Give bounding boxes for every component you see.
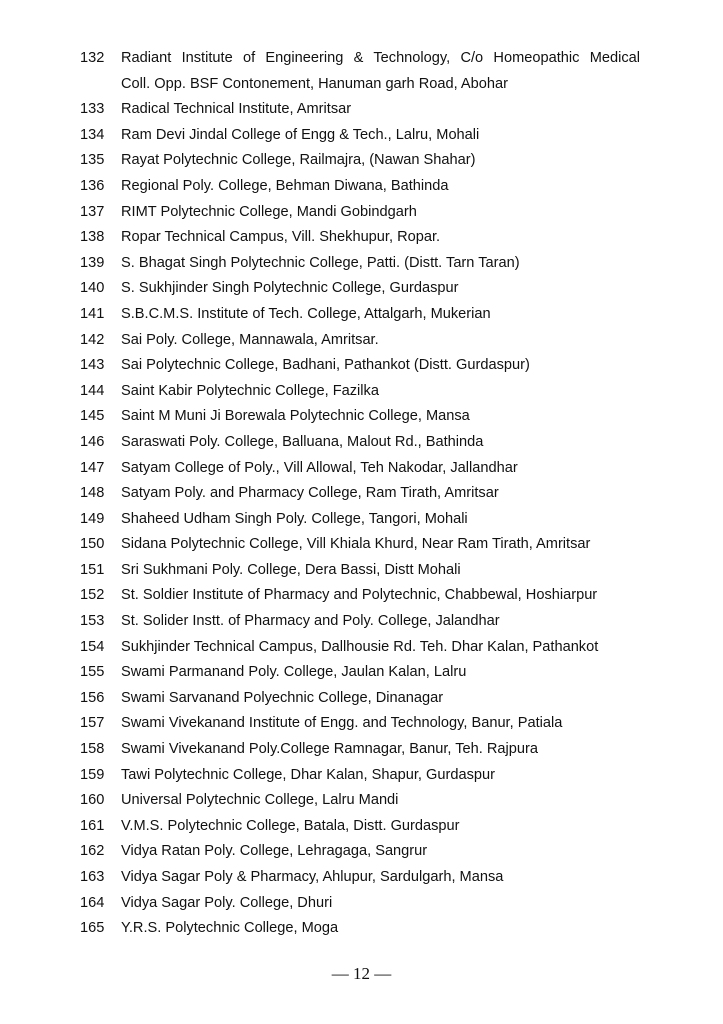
entry-text-line: S. Sukhjinder Singh Polytechnic College, Gurdaspur	[121, 280, 459, 297]
entry-text	[121, 456, 640, 482]
list-item	[80, 609, 640, 635]
entry-text	[121, 711, 640, 737]
entry-text-line: S.B.C.M.S. Institute of Tech. College, Attalgarh, Mukerian	[121, 305, 491, 322]
entry-number: 152	[80, 587, 105, 604]
entry-number: 140	[80, 280, 105, 297]
entry-text-line: Sai Poly. College, Mannawala, Amritsar.	[121, 331, 379, 348]
entry-text	[121, 379, 640, 405]
list-item	[80, 763, 640, 789]
entry-number: 133	[80, 101, 105, 118]
entry-text	[121, 558, 640, 584]
list-item	[80, 916, 640, 942]
entry-text-line: Swami Vivekanand Institute of Engg. and Technology, Banur, Patiala	[121, 715, 563, 732]
entry-text	[121, 328, 640, 354]
entry-text	[121, 404, 640, 430]
list-item	[80, 174, 640, 200]
entry-text	[121, 609, 640, 635]
entry-text	[121, 660, 640, 686]
entry-number: 165	[80, 920, 105, 937]
entry-text	[121, 225, 640, 251]
entry-text-line: Tawi Polytechnic College, Dhar Kalan, Shapur, Gurdaspur	[121, 766, 495, 783]
entry-text-line: Swami Sarvanand Polyechnic College, Dinanagar	[121, 689, 444, 706]
entry-text-line: Sai Polytechnic College, Badhani, Pathankot (Distt. Gurdaspur)	[121, 357, 530, 374]
entry-number: 137	[80, 203, 105, 220]
entry-text-line: Sukhjinder Technical Campus, Dallhousie Rd. Teh. Dhar Kalan, Pathankot	[121, 638, 599, 655]
list-item	[80, 379, 640, 405]
entry-text	[121, 481, 640, 507]
list-item	[80, 558, 640, 584]
list-item	[80, 660, 640, 686]
entry-number: 163	[80, 869, 105, 885]
list-item	[80, 328, 640, 354]
entry-text-line: Vidya Ratan Poly. College, Lehragaga, Sangrur	[121, 843, 428, 860]
list-item	[80, 430, 640, 456]
entry-text-line: Shaheed Udham Singh Poly. College, Tangori, Mohali	[121, 510, 468, 527]
entry-text	[121, 635, 640, 661]
entry-number: 136	[80, 177, 105, 194]
entry-text-line: Sidana Polytechnic College, Vill Khiala Khurd, Near Ram Tirath, Amritsar	[121, 536, 591, 553]
entry-number: 162	[80, 843, 105, 860]
list-item	[80, 97, 640, 123]
entry-text-line: Satyam College of Poly., Vill Allowal, Teh Nakodar, Jallandhar	[121, 459, 518, 476]
entry-text-line: St. Soldier Institute of Pharmacy and Polytechnic, Chabbewal, Hoshiarpur	[121, 587, 598, 604]
entry-text	[121, 686, 640, 712]
list-item	[80, 507, 640, 533]
entry-text	[121, 302, 640, 328]
entry-text-line: Ropar Technical Campus, Vill. Shekhupur, Ropar.	[121, 229, 441, 246]
entry-text	[121, 148, 640, 174]
entry-text	[121, 251, 640, 277]
entry-text	[121, 788, 640, 814]
entry-number: 147	[80, 459, 105, 476]
entry-number: 164	[80, 894, 105, 911]
entry-text-line: Saraswati Poly. College, Balluana, Malout Rd., Bathinda	[121, 433, 484, 450]
list-item	[80, 737, 640, 763]
entry-text	[121, 200, 640, 226]
page-number: — 12 —	[331, 964, 392, 983]
list-item	[80, 891, 640, 917]
entry-text	[121, 46, 640, 97]
list-item	[80, 583, 640, 609]
entry-number: 151	[80, 561, 105, 578]
entry-number: 157	[80, 715, 105, 732]
list-item	[80, 456, 640, 482]
list-item	[80, 532, 640, 558]
entry-text	[121, 353, 640, 379]
list-item	[80, 251, 640, 277]
entry-text	[121, 891, 640, 917]
entry-number: 145	[80, 408, 105, 425]
entry-text-line: Swami Parmanand Poly. College, Jaulan Kalan, Lalru	[121, 664, 467, 681]
entry-text-line: Swami Vivekanand Poly.College Ramnagar, Banur, Teh. Rajpura	[121, 741, 538, 758]
list-item	[80, 225, 640, 251]
entry-text	[121, 123, 640, 149]
entry-text	[121, 763, 640, 789]
entry-number: 135	[80, 152, 105, 169]
entry-text	[121, 507, 640, 533]
list-item	[80, 46, 640, 97]
entry-number: 154	[80, 638, 105, 655]
entry-text-line: Coll. Opp. BSF Contonement, Hanuman garh Road, Abohar	[121, 75, 508, 92]
entry-number: 144	[80, 382, 105, 399]
entry-text-line: Vidya Sagar Poly. College, Dhuri	[121, 894, 333, 911]
list-item	[80, 302, 640, 328]
list-item	[80, 814, 640, 840]
entry-number: 138	[80, 229, 105, 246]
list-item	[80, 635, 640, 661]
college-list	[80, 46, 640, 942]
entry-text-line: Regional Poly. College, Behman Diwana, Bathinda	[121, 177, 449, 194]
list-item	[80, 200, 640, 226]
list-item	[80, 148, 640, 174]
entry-text	[121, 532, 640, 558]
list-item	[80, 788, 640, 814]
entry-text-line: V.M.S. Polytechnic College, Batala, Distt. Gurdaspur	[121, 817, 460, 834]
list-item	[80, 404, 640, 430]
entry-number: 155	[80, 664, 105, 681]
entry-text	[121, 97, 640, 123]
list-item	[80, 123, 640, 149]
entry-text	[121, 839, 640, 865]
entry-text	[121, 737, 640, 763]
entry-text	[121, 583, 640, 609]
list-item	[80, 839, 640, 865]
entry-text	[121, 276, 640, 302]
entry-number: 141	[80, 305, 105, 322]
list-item	[80, 865, 640, 891]
entry-text-line: Rayat Polytechnic College, Railmajra, (Nawan Shahar)	[121, 152, 476, 169]
entry-text-line: Radical Technical Institute, Amritsar	[121, 101, 352, 118]
entry-number: 150	[80, 536, 105, 553]
entry-text-line: Sri Sukhmani Poly. College, Dera Bassi, Distt Mohali	[121, 561, 461, 578]
entry-text	[121, 814, 640, 840]
entry-text-line: St. Solider Instt. of Pharmacy and Poly. College, Jalandhar	[121, 613, 500, 630]
list-item	[80, 686, 640, 712]
entry-text	[121, 865, 640, 891]
entry-text-line: Radiant Institute of Engineering & Technology, C/o Homeopathic Medical	[121, 50, 640, 66]
list-item	[80, 711, 640, 737]
entry-text-line: S. Bhagat Singh Polytechnic College, Patti. (Distt. Tarn Taran)	[121, 254, 520, 271]
entry-number: 159	[80, 766, 105, 783]
entry-number: 153	[80, 613, 105, 630]
entry-number: 139	[80, 254, 105, 271]
entry-text-line: Ram Devi Jindal College of Engg & Tech., Lalru, Mohali	[121, 126, 480, 143]
entry-text-line: RIMT Polytechnic College, Mandi Gobindgarh	[121, 203, 417, 220]
entry-number: 134	[80, 126, 105, 143]
entry-number: 161	[80, 817, 105, 834]
entry-text-line: Y.R.S. Polytechnic College, Moga	[121, 920, 339, 937]
list-item	[80, 353, 640, 379]
entry-number: 143	[80, 357, 105, 374]
list-item	[80, 276, 640, 302]
entry-number: 158	[80, 741, 105, 758]
entry-text	[121, 430, 640, 456]
entry-number: 146	[80, 433, 105, 450]
entry-number: 132	[80, 50, 105, 66]
entry-text-line: Vidya Sagar Poly & Pharmacy, Ahlupur, Sardulgarh, Mansa	[121, 869, 504, 885]
entry-number: 156	[80, 689, 105, 706]
entry-text-line: Saint Kabir Polytechnic College, Fazilka	[121, 382, 379, 399]
entry-text-line: Satyam Poly. and Pharmacy College, Ram Tirath, Amritsar	[121, 485, 499, 502]
entry-text-line: Universal Polytechnic College, Lalru Mandi	[121, 792, 399, 809]
entry-number: 142	[80, 331, 105, 348]
entry-number: 148	[80, 485, 105, 502]
entry-number: 149	[80, 510, 105, 527]
entry-text-line: Saint M Muni Ji Borewala Polytechnic College, Mansa	[121, 408, 470, 425]
list-item	[80, 481, 640, 507]
entry-number: 160	[80, 792, 105, 809]
entry-text	[121, 174, 640, 200]
entry-text	[121, 916, 640, 942]
